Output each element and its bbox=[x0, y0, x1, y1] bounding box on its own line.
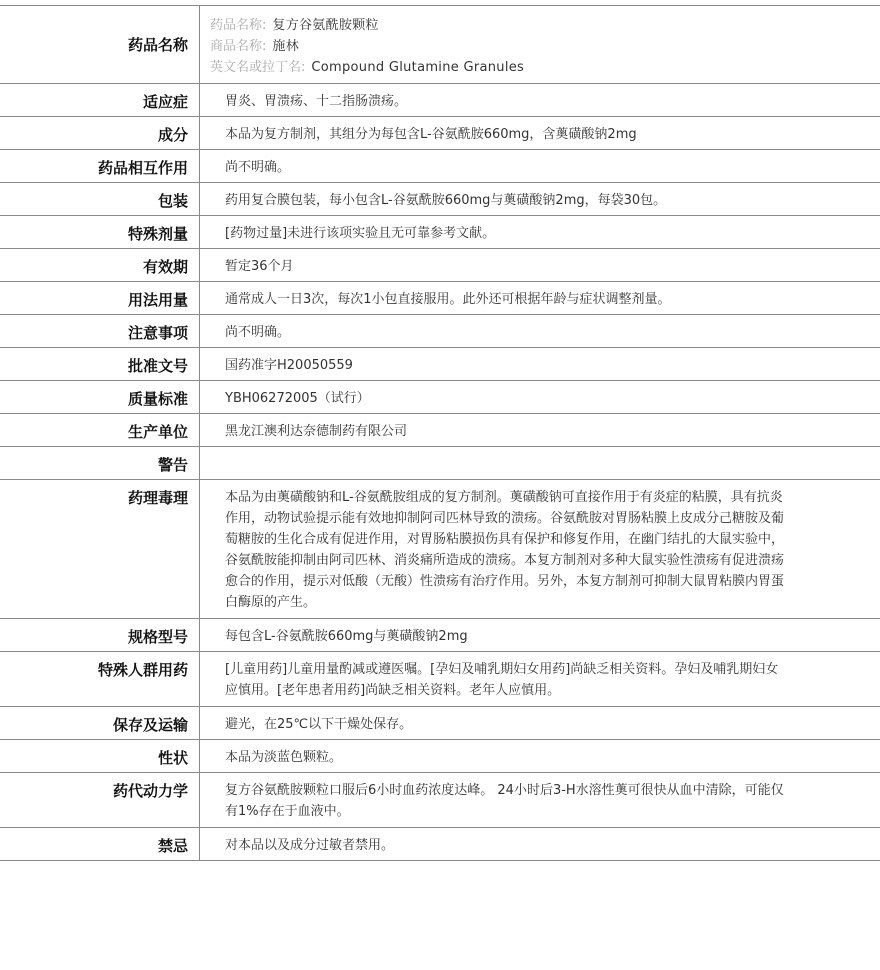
row-pharmacology bbox=[0, 480, 880, 619]
row-value: 胃炎、胃溃疡、十二指肠溃疡。 bbox=[225, 94, 408, 109]
name-key: 药品名称: bbox=[210, 18, 267, 33]
row-precautions bbox=[0, 315, 880, 348]
row-specification bbox=[0, 619, 880, 652]
row-packaging bbox=[0, 183, 880, 216]
row-label: 保存及运输 bbox=[0, 707, 200, 739]
row-value: 避光，在25℃以下干燥处保存。 bbox=[225, 717, 413, 732]
row-value bbox=[200, 447, 880, 479]
row-dosage bbox=[0, 282, 880, 315]
row-pharmacokinetics bbox=[0, 773, 880, 828]
row-value: 对本品以及成分过敏者禁用。 bbox=[225, 838, 395, 853]
row-value: 尚不明确。 bbox=[225, 160, 291, 175]
row-label: 质量标准 bbox=[0, 381, 200, 413]
row-label: 注意事项 bbox=[0, 315, 200, 347]
row-label: 包装 bbox=[0, 183, 200, 215]
row-label: 药品名称 bbox=[0, 6, 200, 83]
name-line-trade bbox=[210, 36, 840, 57]
row-approval-number bbox=[0, 348, 880, 381]
name-key: 英文名或拉丁名: bbox=[210, 60, 306, 75]
row-label: 生产单位 bbox=[0, 414, 200, 446]
row-special-dosage bbox=[0, 216, 880, 249]
row-value: 本品为淡蓝色颗粒。 bbox=[225, 750, 343, 765]
row-value: 黑龙江澳利达奈德制药有限公司 bbox=[225, 424, 408, 439]
row-value: 通常成人一日3次，每次1小包直接服用。此外还可根据年龄与症状调整剂量。 bbox=[225, 292, 671, 307]
row-label: 用法用量 bbox=[0, 282, 200, 314]
row-label: 药理毒理 bbox=[0, 480, 200, 618]
row-drug-name bbox=[0, 6, 880, 84]
row-quality-standard bbox=[0, 381, 880, 414]
row-label: 性状 bbox=[0, 740, 200, 772]
row-value: 暂定36个月 bbox=[225, 259, 294, 274]
row-value: 复方谷氨酰胺颗粒口服后6小时血药浓度达峰。 24小时后3-H水溶性薁可很快从血中清除，可能仅有1%存在于血液中。 bbox=[225, 783, 784, 819]
name-key: 商品名称: bbox=[210, 39, 267, 54]
row-label: 禁忌 bbox=[0, 828, 200, 860]
row-appearance bbox=[0, 740, 880, 773]
row-shelf-life bbox=[0, 249, 880, 282]
row-value: 本品为由薁磺酸钠和L-谷氨酰胺组成的复方制剂。薁磺酸钠可直接作用于有炎症的粘膜，具有抗炎作用，动物试验提示能有效地抑制阿司匹林导致的溃疡。谷氨酰胺对胃肠粘膜上皮成分己糖胺及葡萄糖胺的生化合成有促进作用，对胃肠粘膜损伤具有保护和修复作用，在幽门结扎的大鼠实验中，谷氨酰胺能抑制由阿司匹林、消炎痛所造成的溃疡。本复方制剂对多种大鼠实验性溃疡有促进溃疡愈合的作用，提示对低酸（无酸）性溃疡有治疗作用。另外，本复方制剂可抑制大鼠胃粘膜内胃蛋白酶原的产生。 bbox=[225, 490, 785, 610]
row-label: 特殊人群用药 bbox=[0, 652, 200, 706]
row-label: 有效期 bbox=[0, 249, 200, 281]
row-value: 国药准字H20050559 bbox=[225, 358, 353, 373]
name-line-generic bbox=[210, 15, 840, 36]
row-manufacturer bbox=[0, 414, 880, 447]
row-value: [药物过量]未进行该项实验且无可靠参考文献。 bbox=[225, 226, 496, 241]
row-value: 每包含L-谷氨酰胺660mg与薁磺酸钠2mg bbox=[225, 629, 468, 644]
row-value: [儿童用药]儿童用量酌减或遵医嘱。[孕妇及哺乳期妇女用药]尚缺乏相关资料。孕妇及哺乳期妇女应慎用。[老年患者用药]尚缺乏相关资料。老年人应慎用。 bbox=[225, 662, 779, 698]
name-value: Compound Glutamine Granules bbox=[311, 60, 525, 75]
row-ingredients bbox=[0, 117, 880, 150]
row-label: 批准文号 bbox=[0, 348, 200, 380]
row-label: 适应症 bbox=[0, 84, 200, 116]
row-value: 本品为复方制剂，其组分为每包含L-谷氨酰胺660mg，含薁磺酸钠2mg bbox=[225, 127, 637, 142]
row-special-populations bbox=[0, 652, 880, 707]
name-value: 施林 bbox=[272, 39, 299, 54]
name-line-english bbox=[210, 57, 840, 78]
row-value: 尚不明确。 bbox=[225, 325, 291, 340]
row-label: 特殊剂量 bbox=[0, 216, 200, 248]
row-label: 警告 bbox=[0, 447, 200, 479]
row-label: 药代动力学 bbox=[0, 773, 200, 827]
row-value: YBH06272005（试行） bbox=[225, 391, 370, 406]
drug-name-cell bbox=[200, 6, 880, 83]
drug-info-table bbox=[0, 5, 880, 861]
name-value: 复方谷氨酰胺颗粒 bbox=[272, 18, 379, 33]
row-label: 药品相互作用 bbox=[0, 150, 200, 182]
row-value: 药用复合膜包装，每小包含L-谷氨酰胺660mg与薁磺酸钠2mg，每袋30包。 bbox=[225, 193, 667, 208]
row-storage bbox=[0, 707, 880, 740]
row-warning bbox=[0, 447, 880, 480]
row-contraindications bbox=[0, 828, 880, 861]
row-label: 规格型号 bbox=[0, 619, 200, 651]
row-interactions bbox=[0, 150, 880, 183]
row-indications bbox=[0, 84, 880, 117]
row-label: 成分 bbox=[0, 117, 200, 149]
